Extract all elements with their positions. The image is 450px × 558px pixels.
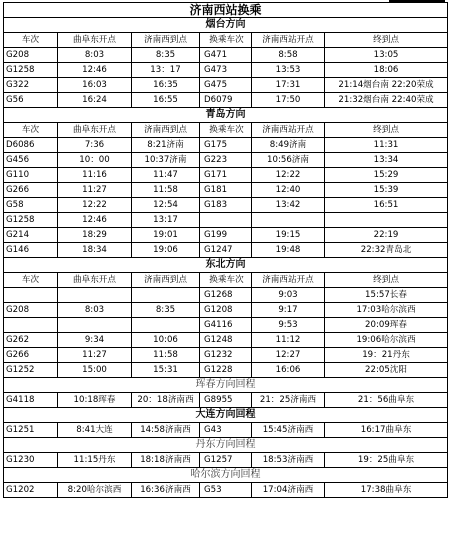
column-header-jinanxi-departure: 济南西站开点 [252, 273, 325, 288]
cell-train-no: G1252 [4, 363, 58, 378]
cell-qufudong-departure: 11:27 [58, 348, 132, 363]
column-header-destination-arrival: 终到点 [325, 33, 448, 48]
cell-destination-arrival: 22:19 [325, 228, 448, 243]
section-title-row [4, 108, 448, 123]
cell-destination-arrival: 17:38曲阜东 [325, 483, 448, 498]
column-header-jinanxi-departure: 济南西站开点 [252, 123, 325, 138]
column-header-row [4, 273, 448, 288]
cell-jinanxi-departure: 12:27 [252, 348, 325, 363]
cell-destination-arrival: 17:03哈尔滨西 [325, 303, 448, 318]
title-row [4, 3, 448, 18]
section-title: 烟台方向 [4, 18, 448, 33]
cell-transfer-train: G4116 [200, 318, 252, 333]
cell-qufudong-departure: 11:16 [58, 168, 132, 183]
cell-jinanxi-departure: 17:50 [252, 93, 325, 108]
cell-jinanxi-departure: 13:42 [252, 198, 325, 213]
cell-transfer-train: G53 [200, 483, 252, 498]
cell-jinanxi-arrival: 11:58 [132, 183, 200, 198]
table-row [4, 333, 448, 348]
cell-jinanxi-arrival: 16:36济南西 [132, 483, 200, 498]
column-header-destination-arrival: 终到点 [325, 273, 448, 288]
cell-train-no: G266 [4, 348, 58, 363]
column-header-row [4, 33, 448, 48]
cell-transfer-train: G473 [200, 63, 252, 78]
cell-transfer-train: G1228 [200, 363, 252, 378]
table-row [4, 138, 448, 153]
column-header-transfer-train: 换乘车次 [200, 33, 252, 48]
cell-jinanxi-departure: 19:48 [252, 243, 325, 258]
cell-qufudong-departure: 7:36 [58, 138, 132, 153]
cell-jinanxi-departure: 8:49济南 [252, 138, 325, 153]
top-edge-mark [389, 0, 445, 3]
cell-qufudong-departure: 15:00 [58, 363, 132, 378]
cell-jinanxi-departure: 13:53 [252, 63, 325, 78]
cell-qufudong-departure: 12:46 [58, 63, 132, 78]
cell-transfer-train: G223 [200, 153, 252, 168]
column-header-transfer-train: 换乘车次 [200, 123, 252, 138]
column-header-transfer-train: 换乘车次 [200, 273, 252, 288]
table-row [4, 243, 448, 258]
column-header-jinanxi-departure: 济南西站开点 [252, 33, 325, 48]
table-row [4, 453, 448, 468]
cell-transfer-train: G181 [200, 183, 252, 198]
cell-destination-arrival: 15:57长春 [325, 288, 448, 303]
cell-train-no: G56 [4, 93, 58, 108]
cell-destination-arrival: 19：25曲阜东 [325, 453, 448, 468]
section-title: 珲春方向回程 [4, 378, 448, 393]
cell-train-no: G1230 [4, 453, 58, 468]
cell-transfer-train: G475 [200, 78, 252, 93]
cell-jinanxi-arrival: 19:06 [132, 243, 200, 258]
cell-jinanxi-departure: 17:31 [252, 78, 325, 93]
cell-train-no: D6086 [4, 138, 58, 153]
cell-transfer-train: G1208 [200, 303, 252, 318]
cell-jinanxi-departure: 9:17 [252, 303, 325, 318]
cell-jinanxi-arrival: 10:06 [132, 333, 200, 348]
cell-jinanxi-arrival: 20：18济南西 [132, 393, 200, 408]
cell-jinanxi-arrival: 18:18济南西 [132, 453, 200, 468]
cell-jinanxi-arrival: 16:55 [132, 93, 200, 108]
cell-qufudong-departure: 11:27 [58, 183, 132, 198]
cell-destination-arrival: 20:09珲春 [325, 318, 448, 333]
cell-train-no: G1258 [4, 63, 58, 78]
table-row [4, 228, 448, 243]
column-header-train-no: 车次 [4, 273, 58, 288]
cell-destination-arrival: 21：56曲阜东 [325, 393, 448, 408]
cell-transfer-train [200, 213, 252, 228]
cell-qufudong-departure: 10：00 [58, 153, 132, 168]
cell-train-no: G1251 [4, 423, 58, 438]
section-title-row [4, 438, 448, 453]
column-header-train-no: 车次 [4, 33, 58, 48]
cell-destination-arrival: 13:34 [325, 153, 448, 168]
column-header-destination-arrival: 终到点 [325, 123, 448, 138]
cell-jinanxi-arrival: 19:01 [132, 228, 200, 243]
transfer-timetable [3, 2, 447, 498]
cell-transfer-train: G1268 [200, 288, 252, 303]
cell-jinanxi-arrival: 8:35 [132, 303, 200, 318]
cell-train-no: G146 [4, 243, 58, 258]
table-row [4, 153, 448, 168]
cell-jinanxi-departure: 11:12 [252, 333, 325, 348]
cell-destination-arrival: 19：21丹东 [325, 348, 448, 363]
section-title: 东北方向 [4, 258, 448, 273]
cell-jinanxi-arrival: 13:17 [132, 213, 200, 228]
column-header-qufudong-departure: 曲阜东开点 [58, 33, 132, 48]
cell-train-no: G266 [4, 183, 58, 198]
cell-jinanxi-departure: 16:06 [252, 363, 325, 378]
cell-transfer-train: G1257 [200, 453, 252, 468]
cell-jinanxi-arrival: 8:21济南 [132, 138, 200, 153]
cell-jinanxi-departure: 15:45济南西 [252, 423, 325, 438]
column-header-train-no: 车次 [4, 123, 58, 138]
cell-jinanxi-departure: 18:53济南西 [252, 453, 325, 468]
cell-qufudong-departure [58, 288, 132, 303]
section-title-row [4, 18, 448, 33]
cell-train-no: G262 [4, 333, 58, 348]
table-row [4, 363, 448, 378]
cell-qufudong-departure: 18:34 [58, 243, 132, 258]
cell-jinanxi-arrival [132, 288, 200, 303]
section-title-row [4, 468, 448, 483]
table-row [4, 183, 448, 198]
column-header-jinanxi-arrival: 济南西到点 [132, 273, 200, 288]
column-header-jinanxi-arrival: 济南西到点 [132, 33, 200, 48]
cell-jinanxi-departure: 12:22 [252, 168, 325, 183]
cell-destination-arrival: 21:32烟台南 22:40荣成 [325, 93, 448, 108]
cell-jinanxi-arrival: 11:47 [132, 168, 200, 183]
cell-train-no: G456 [4, 153, 58, 168]
cell-qufudong-departure: 9:34 [58, 333, 132, 348]
table-row [4, 303, 448, 318]
cell-jinanxi-departure: 9:53 [252, 318, 325, 333]
table-row [4, 213, 448, 228]
cell-train-no: G1258 [4, 213, 58, 228]
table-row [4, 423, 448, 438]
cell-jinanxi-arrival: 15:31 [132, 363, 200, 378]
cell-destination-arrival: 19:06哈尔滨西 [325, 333, 448, 348]
table-row [4, 93, 448, 108]
cell-train-no: G1202 [4, 483, 58, 498]
cell-qufudong-departure: 8:03 [58, 48, 132, 63]
cell-jinanxi-departure: 12:40 [252, 183, 325, 198]
cell-train-no: G214 [4, 228, 58, 243]
table-row [4, 288, 448, 303]
section-title: 大连方向回程 [4, 408, 448, 423]
cell-qufudong-departure: 8:41大连 [58, 423, 132, 438]
cell-qufudong-departure: 12:46 [58, 213, 132, 228]
table-row [4, 198, 448, 213]
cell-destination-arrival [325, 213, 448, 228]
timetable-grid [3, 2, 448, 498]
cell-jinanxi-departure: 9:03 [252, 288, 325, 303]
cell-qufudong-departure: 12:22 [58, 198, 132, 213]
cell-jinanxi-departure: 10:56济南 [252, 153, 325, 168]
cell-train-no: G4118 [4, 393, 58, 408]
table-row [4, 483, 448, 498]
cell-destination-arrival: 13:05 [325, 48, 448, 63]
section-title-row [4, 408, 448, 423]
cell-transfer-train: G183 [200, 198, 252, 213]
cell-jinanxi-departure: 8:58 [252, 48, 325, 63]
table-row [4, 78, 448, 93]
cell-jinanxi-arrival: 16:35 [132, 78, 200, 93]
table-row [4, 48, 448, 63]
cell-qufudong-departure: 16:03 [58, 78, 132, 93]
table-row [4, 318, 448, 333]
cell-destination-arrival: 16:17曲阜东 [325, 423, 448, 438]
cell-destination-arrival: 21:14烟台南 22:20荣成 [325, 78, 448, 93]
cell-transfer-train: G175 [200, 138, 252, 153]
cell-destination-arrival: 22:32青岛北 [325, 243, 448, 258]
cell-destination-arrival: 18:06 [325, 63, 448, 78]
cell-jinanxi-arrival: 11:58 [132, 348, 200, 363]
column-header-row [4, 123, 448, 138]
table-row [4, 168, 448, 183]
cell-transfer-train: G171 [200, 168, 252, 183]
cell-jinanxi-arrival: 12:54 [132, 198, 200, 213]
cell-jinanxi-departure: 17:04济南西 [252, 483, 325, 498]
cell-qufudong-departure: 8:03 [58, 303, 132, 318]
cell-destination-arrival: 22:05沈阳 [325, 363, 448, 378]
cell-train-no: G110 [4, 168, 58, 183]
cell-jinanxi-arrival: 13：17 [132, 63, 200, 78]
cell-qufudong-departure: 10:18珲春 [58, 393, 132, 408]
cell-destination-arrival: 15:39 [325, 183, 448, 198]
table-row [4, 348, 448, 363]
cell-jinanxi-arrival [132, 318, 200, 333]
cell-jinanxi-arrival: 14:58济南西 [132, 423, 200, 438]
cell-train-no: G208 [4, 48, 58, 63]
cell-destination-arrival: 11:31 [325, 138, 448, 153]
cell-train-no: G58 [4, 198, 58, 213]
column-header-qufudong-departure: 曲阜东开点 [58, 123, 132, 138]
cell-qufudong-departure: 18:29 [58, 228, 132, 243]
cell-transfer-train: G1248 [200, 333, 252, 348]
cell-qufudong-departure: 11:15丹东 [58, 453, 132, 468]
cell-transfer-train: G1247 [200, 243, 252, 258]
table-row [4, 393, 448, 408]
section-title-row [4, 378, 448, 393]
cell-transfer-train: G8955 [200, 393, 252, 408]
cell-transfer-train: G199 [200, 228, 252, 243]
section-title: 青岛方向 [4, 108, 448, 123]
cell-qufudong-departure: 16:24 [58, 93, 132, 108]
cell-transfer-train: G43 [200, 423, 252, 438]
cell-destination-arrival: 15:29 [325, 168, 448, 183]
cell-jinanxi-departure: 21：25济南西 [252, 393, 325, 408]
cell-train-no: G208 [4, 303, 58, 318]
cell-jinanxi-arrival: 10:37济南 [132, 153, 200, 168]
cell-qufudong-departure: 8:20哈尔滨西 [58, 483, 132, 498]
cell-transfer-train: G471 [200, 48, 252, 63]
cell-transfer-train: G1232 [200, 348, 252, 363]
timetable-body [4, 3, 448, 498]
cell-jinanxi-arrival: 8:35 [132, 48, 200, 63]
table-row [4, 63, 448, 78]
cell-train-no: G322 [4, 78, 58, 93]
cell-qufudong-departure [58, 318, 132, 333]
cell-destination-arrival: 16:51 [325, 198, 448, 213]
cell-jinanxi-departure [252, 213, 325, 228]
cell-jinanxi-departure: 19:15 [252, 228, 325, 243]
section-title-row [4, 258, 448, 273]
section-title: 丹东方向回程 [4, 438, 448, 453]
cell-train-no [4, 288, 58, 303]
cell-train-no [4, 318, 58, 333]
timetable-title: 济南西站换乘 [4, 3, 448, 18]
column-header-jinanxi-arrival: 济南西到点 [132, 123, 200, 138]
column-header-qufudong-departure: 曲阜东开点 [58, 273, 132, 288]
section-title: 哈尔滨方向回程 [4, 468, 448, 483]
cell-transfer-train: D6079 [200, 93, 252, 108]
